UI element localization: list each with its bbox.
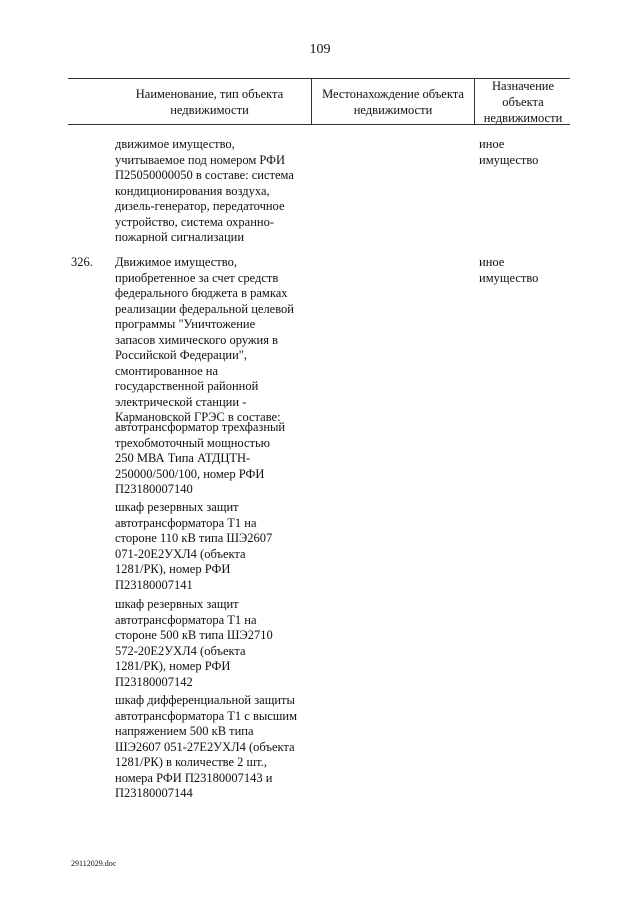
header-divider-1 [311,78,312,124]
header-name: Наименование, тип объекта недвижимости [135,87,284,117]
sub-item-autotransformer: автотрансформатор трехфазный трехобмоточный мощностью 250 МВА Типа АТДЦТН- 250000/500/100, номер РФИ П23180007140 [115,420,286,496]
row-326-name: Движимое имущество, приобретенное за счет средств федерального бюджета в рамках реализации федеральной целевой программы "Уничтожение запасов химического оружия в Российской Федерации", смонтированное на государственной районной электрической станции - Кармановской ГРЭС в составе: [115,255,294,424]
footer-filename: 29112029.doc [71,859,117,868]
row-continuation-name: движимое имущество, учитываемое под номером РФИ П25050000050 в составе: система кондиционирования воздуха, дизель-генератор, передаточное устройство, система охранно- пожарной сигнализации [115,137,294,244]
row-continuation-purpose: иное имущество [479,137,539,167]
header-location: Местонахождение объекта недвижимости [322,87,464,117]
sub-item-cabinet-500kv: шкаф резервных защит автотрансформатора Т1 на стороне 500 кВ типа ШЭ2710 572-20Е2УХЛ4 (объекта 1281/РК), номер РФИ П23180007142 [115,597,273,689]
row-number: 326. [71,255,93,269]
page-number: 109 [309,42,331,57]
header-purpose: Назначение объекта недвижимости [483,79,563,125]
header-divider-2 [474,78,475,124]
sub-item-differential-cabinet: шкаф дифференциальной защиты автотрансформатора Т1 с высшим напряжением 500 кВ типа ШЭ2607 051-27Е2УХЛ4 (объекта 1281/РК) в количестве 2 шт., номера РФИ П23180007143 и П23180007144 [115,693,298,800]
sub-item-cabinet-110kv: шкаф резервных защит автотрансформатора Т1 на стороне 110 кВ типа ШЭ2607 071-20Е2УХЛ4 (объекта 1281/РК), номер РФИ П23180007141 [115,500,273,592]
row-326-purpose: иное имущество [479,255,539,285]
